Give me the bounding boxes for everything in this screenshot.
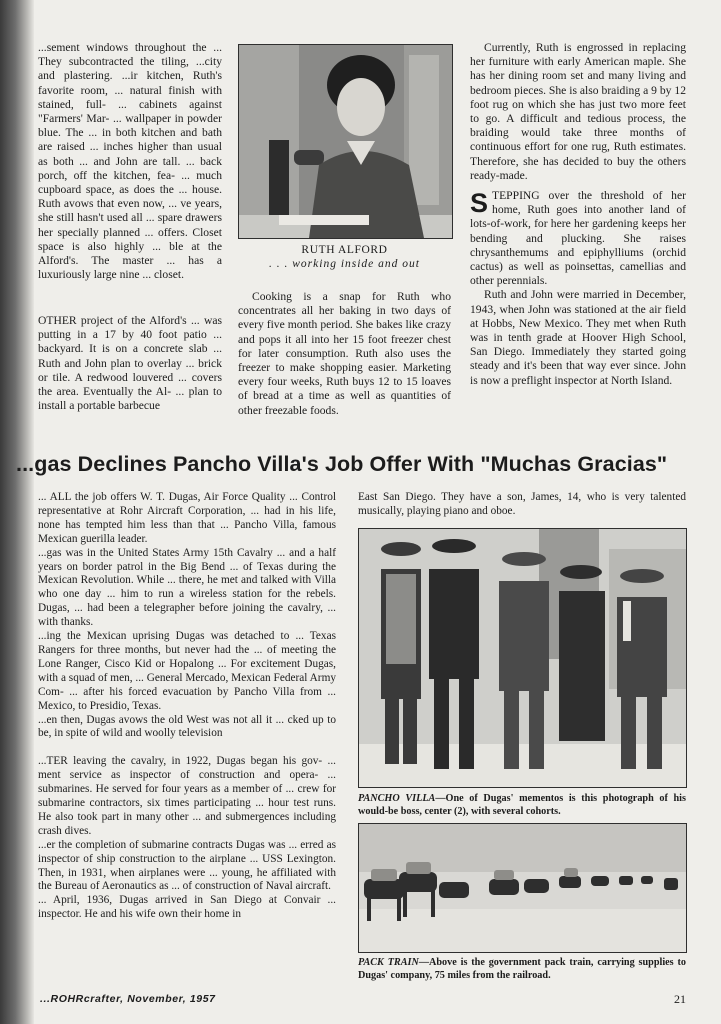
pancho-villa-photo <box>358 528 687 788</box>
pack-train-photo <box>358 823 687 953</box>
pancho-villa-caption <box>358 793 686 818</box>
paragraph: Currently, Ruth is engrossed in replacing her furniture with early American maple. She has her dining room set and many living and bedroom pieces. She is also braiding a 9 by 12 foot rug on which she has just two more feet to go. A difficult and tedious process, the braiding would take three months of continuous effort for one rug, Ruth estimates. Therefore, she has decided to buy the others ready-made. <box>470 41 686 182</box>
paragraph: OTHER project of the Alford's ... was putting in a 17 by 40 foot patio ... backyard. It is on a concrete slab ... Ruth and John plan to overlay ... brick or tile. A redwood louvered ... covers the area. Eventually the Al- ... plan to install a portable barbecue <box>38 314 222 413</box>
paragraph-with-dropcap <box>470 189 686 288</box>
paragraph: ...en then, Dugas avows the old West was not all it ... cked up to be, in spite of wild and woolly television <box>38 713 336 740</box>
paragraph: ... ALL the job offers W. T. Dugas, Air Force Quality ... Control representative at Rohr Aircraft Corporation, ... had in his life, none has tempted him less than that ... Pancho Villa, famous Mexican guerilla leader. <box>38 491 336 545</box>
caption-lead: PANCHO VILLA <box>358 793 436 804</box>
photo-caption <box>238 243 451 271</box>
portrait-photo-illustration <box>239 45 452 238</box>
magazine-footer: ...ROHRcrafter, November, 1957 <box>40 993 216 1005</box>
caption-text: —One of Dugas' mementos is this photograph of his would-be boss, center (2), with several cohorts. <box>358 793 686 817</box>
paragraph: ...gas was in the United States Army 15th Cavalry ... and a half years on border patrol in the Big Bend ... of Texas during the Mexican Revolution. While ... there, he met and talked with Villa who one day ... him to run a wireless station for the rebels. Dugas, ... had been a telegrapher before joining the cavalry, ... with thanks. <box>38 546 336 629</box>
paragraph: ...sement windows throughout the ... They subcontracted the tiling, ...city and plastering. ...ir kitchen, Ruth's favorite room, ... natural finish with stained, full- ... cabinets against "Farmers' Mar- ... wallpaper in powder blue. The ... in both kitchen and bath are raised ... inches higher than usual as both ... and John are tall. ... back porch, off the kitchen, fea- ... much cupboard space, as does the ... house. Ruth avows that even now, ... ve years, she still hasn't used all ... spare drawers her specially planned ... offers. Closet space is also highly ... ble at the Alford's. The master ... has a luxuriously large nine ... closet. <box>38 41 222 282</box>
paragraph: ...TER leaving the cavalry, in 1922, Dugas began his gov- ... ment service as inspector of construction and opera- ... submarines. He served for four years as a member of ... crew for submarine contractors, six times participating ... hour test runs. He also took part in many other ... and submergences including crash dives. <box>38 755 336 837</box>
paragraph: Cooking is a snap for Ruth who concentrates all her baking in two days of every five month period. She bakes like crazy and pops it all into her 15 foot freezer chest for later consumption. Ruth also uses the freezer to make shopping easier. Marketing every four weeks, Ruth buys 12 to 15 loaves of bread at a time as well as quantities of other freezable foods. <box>238 290 451 417</box>
paragraph: ...ing the Mexican uprising Dugas was detached to ... Texas Rangers for three months, but never had the ... of meeting the Lone Ranger, Cisco Kid or Hopalong ... For excitement Dugas, with a squad of men, ... General Mercado, Mexican Federal Army Com- ... after his forced evacuation by Pancho Villa from ... Mexico, to Presidio, Texas. <box>38 630 336 712</box>
page-number: 21 <box>674 992 686 1006</box>
article-column-1 <box>38 41 222 282</box>
pack-train-illustration <box>359 824 686 952</box>
caption-lead: PACK TRAIN <box>358 957 419 968</box>
photo-caption-subtitle: . . . working inside and out <box>269 258 420 270</box>
binding-shadow <box>0 0 34 1024</box>
paragraph: ... April, 1936, Dugas arrived in San Diego at Convair ... inspector. He and his wife own their home in <box>38 894 336 921</box>
paragraph: Ruth and John were married in December, 1943, when John was stationed at the air field at Hobbs, New Mexico. They met when Ruth was in tenth grade at Hoover High School, San Diego. Immediately they started going steady and it's been that way ever since. John is now a preflight inspector at North Island. <box>470 288 686 387</box>
article-column-1-continued <box>38 314 222 413</box>
article-column-3 <box>470 41 686 388</box>
paragraph: East San Diego. They have a son, James, 14, who is very talented musically, playing piano and oboe. <box>358 491 686 517</box>
dropcap-letter: S <box>470 188 489 219</box>
caption-text: —Above is the government pack train, carrying supplies to Dugas' company, 75 miles from the railroad. <box>358 957 686 981</box>
photo-caption-title: RUTH ALFORD <box>301 244 388 256</box>
dugas-article-continued <box>358 491 686 519</box>
article-column-2 <box>238 290 451 418</box>
paragraph-text: TEPPING over the threshold of her home, Ruth goes into another land of lots-of-work, for here her gardening keeps her bending and plucking. She raises chrysanthemums and epiphylliums (orchid cactus) as well as poinsettas, camellias and other perennials. <box>470 189 686 288</box>
paragraph: ...er the completion of submarine contracts Dugas was ... erred as inspector of ship construction to the airplane ... USS Lexington. Then, in 1931, when airplanes were ... young, he affiliated with the Bureau of Aeronautics as ... of construction of Naval aircraft. <box>38 838 336 893</box>
ruth-alford-photo <box>238 44 453 239</box>
pack-train-caption <box>358 957 686 982</box>
group-photo-illustration <box>359 529 686 787</box>
dugas-article-column <box>38 491 336 922</box>
article-headline: ...gas Declines Pancho Villa's Job Offer With "Muchas Gracias" <box>16 452 668 476</box>
